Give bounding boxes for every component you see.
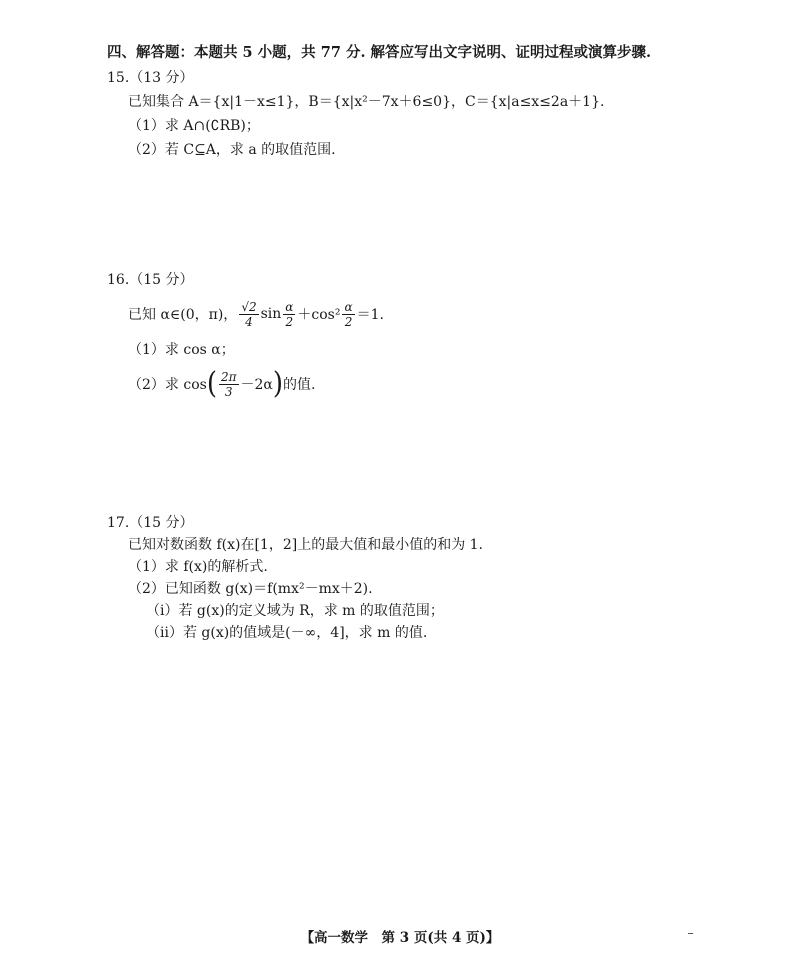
fraction-numerator: 2π [220,369,237,384]
question-16-part-2 [128,366,315,402]
fraction-denominator: 4 [245,314,253,329]
sin-text: sin [260,306,282,322]
fraction-alpha-over-2 [283,300,295,329]
question-15-stem: 已知集合 A＝{x|1－x≤1}，B＝{x|x²－7x＋6≤0}，C＝{x|a≤x≤2a＋1}. [128,94,605,110]
fraction-sqrt2-over-4 [239,300,258,329]
equals-one-text: ＝1. [356,307,384,323]
question-17-stem: 已知对数函数 f(x)在[1，2]上的最大值和最小值的和为 1. [128,537,483,553]
fraction-numerator: α [344,299,353,314]
question-17-part-2-ii: （ⅱ）若 g(x)的值域是(－∞，4]，求 m 的值. [146,625,428,641]
question-15-part-1: （1）求 A∩(∁RB)； [128,118,260,134]
question-16-header: 16.（15 分） [107,272,194,288]
plus-cos-squared-text: ＋cos² [297,307,341,323]
question-16-stem [128,296,384,332]
question-16-part-2-suffix: 的值. [283,377,316,393]
fraction-2pi-over-3 [219,370,239,399]
fraction-denominator: 2 [344,314,353,329]
page-footer: 【高一数学 第 3 页(共 4 页)】 [300,930,500,946]
question-17-part-2: （2）已知函数 g(x)＝f(mx²－mx＋2). [128,581,373,597]
fraction-numerator: √2 [241,299,257,314]
question-15-header: 15.（13 分） [107,70,194,86]
section-heading: 四、解答题：本题共 5 小题，共 77 分. 解答应写出文字说明、证明过程或演算步骤. [107,44,652,61]
fraction-alpha-over-2-second [342,300,354,329]
question-17-header: 17.（15 分） [107,515,194,531]
question-17-part-2-i: （ⅰ）若 g(x)的定义域为 R，求 m 的取值范围； [146,603,444,619]
fraction-denominator: 2 [285,314,294,329]
corner-mark [688,933,693,934]
minus-2alpha-text: －2α [240,377,273,393]
question-16-stem-prefix: 已知 α∈(0，π)， [128,307,238,323]
question-16-part-2-prefix: （2）求 cos [128,377,207,393]
left-paren-glyph: ( [206,366,217,402]
fraction-denominator: 3 [224,384,233,399]
question-15-part-2: （2）若 C⊆A，求 a 的取值范围. [128,142,336,158]
question-16-part-1: （1）求 cos α； [128,342,235,358]
question-17-part-1: （1）求 f(x)的解析式. [128,559,268,575]
fraction-numerator: α [285,299,294,314]
right-paren-glyph: ) [272,366,284,402]
